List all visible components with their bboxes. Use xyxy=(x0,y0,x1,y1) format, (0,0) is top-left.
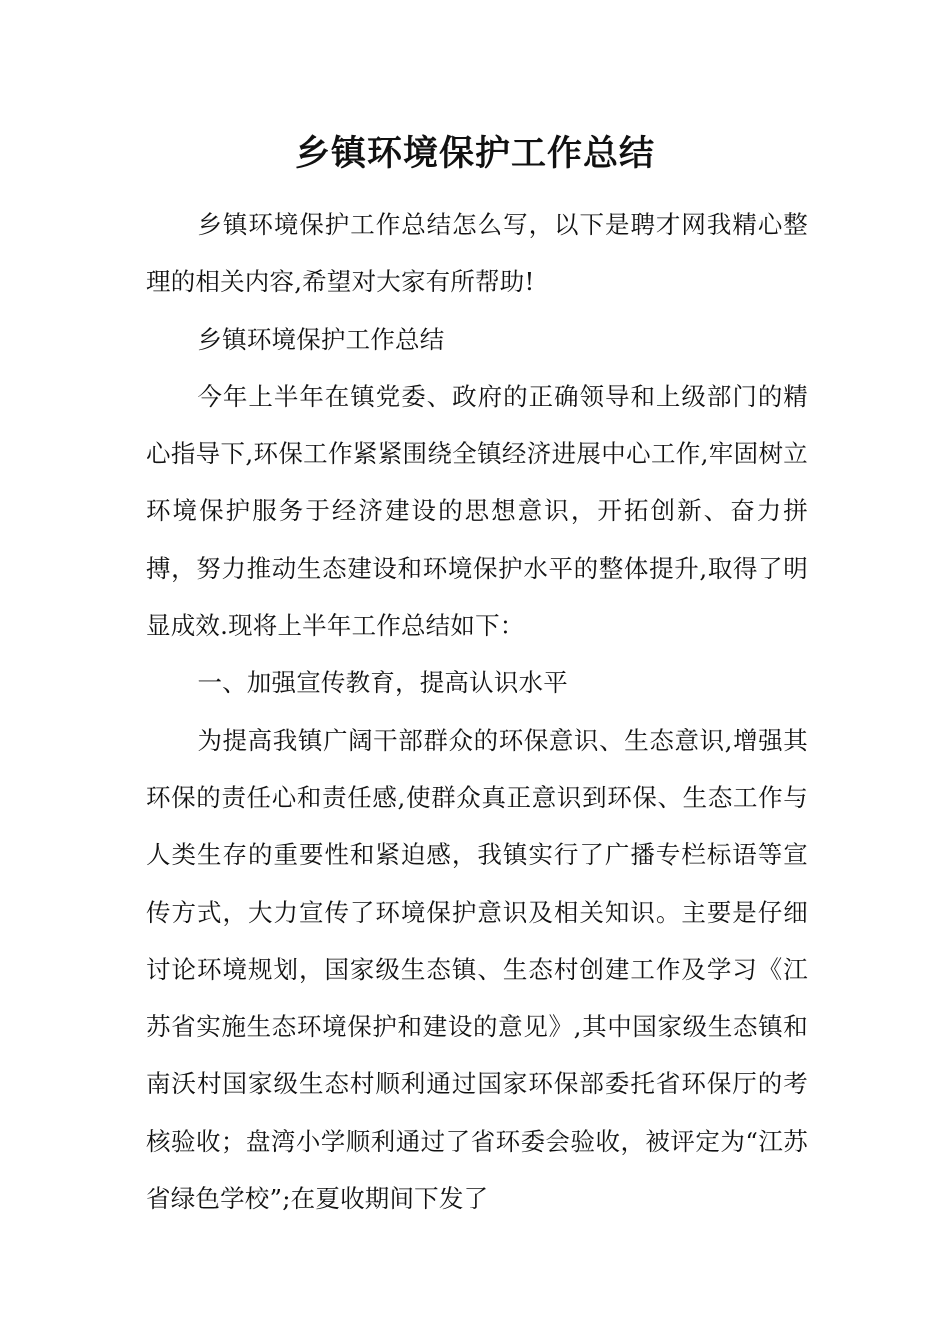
document-body xyxy=(146,196,808,1227)
document-title: 乡镇环境保护工作总结 xyxy=(294,133,655,174)
summary-paragraph: 今年上半年在镇党委、政府的正确领导和上级部门的精心指导下,环保工作紧紧围绕全镇经济进展中心工作,牢固树立环境保护服务于经济建设的思想意识，开拓创新、奋力拼搏，努力推动生态建设和环境保护水平的整体提升,取得了明显成效.现将上半年工作总结如下： xyxy=(146,381,808,641)
intro-paragraph: 乡镇环境保护工作总结怎么写，以下是聘才网我精心整理的相关内容,希望对大家有所帮助! xyxy=(146,210,808,297)
body-paragraph: 为提高我镇广阔干部群众的环保意识、生态意识,增强其环保的责任心和责任感,使群众真正意识到环保、生态工作与人类生存的重要性和紧迫感，我镇实行了广播专栏标语等宣传方式，大力宣传了环境保护意识及相关知识。主要是仔细讨论环境规划，国家级生态镇、生态村创建工作及学习《江苏省实施生态环境保护和建设的意见》,其中国家级生态镇和南沃村国家级生态村顺利通过国家环保部委托省环保厅的考核验收；盘湾小学顺利通过了省环委会验收，被评定为“江苏省绿色学校”;在夏收期间下发了 xyxy=(146,725,808,1214)
section-heading: 乡镇环境保护工作总结 xyxy=(197,324,445,354)
subsection-heading: 一、加强宣传教育，提高认识水平 xyxy=(197,668,568,698)
